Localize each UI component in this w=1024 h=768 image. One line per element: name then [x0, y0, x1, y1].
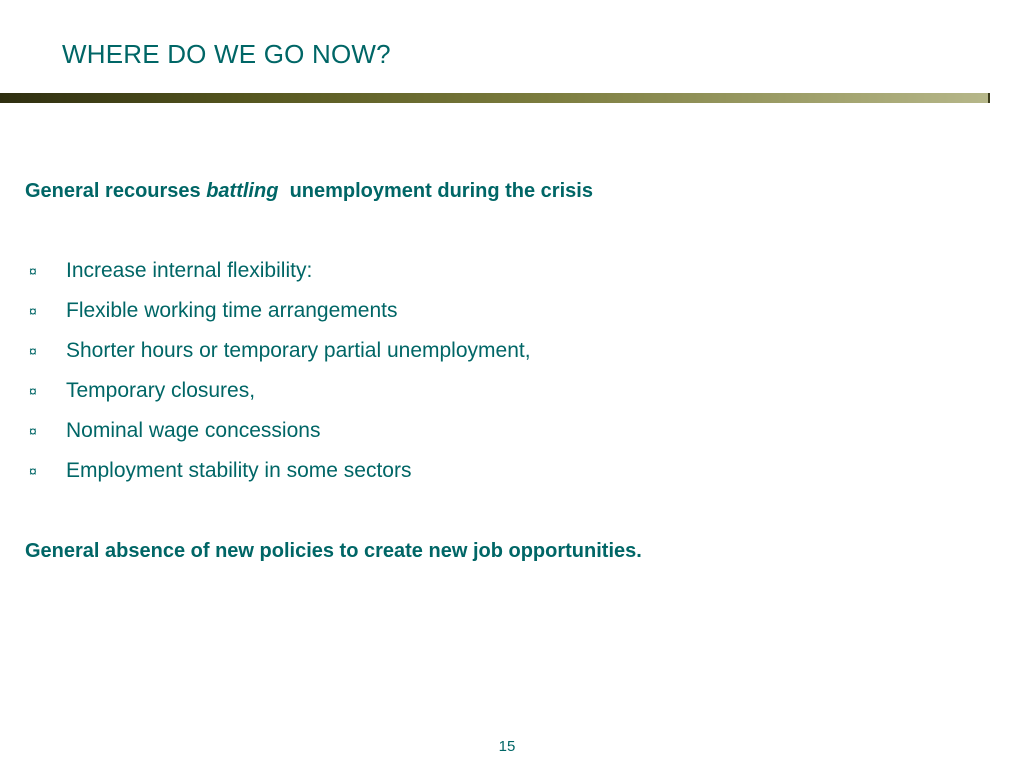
bullet-text: Increase internal flexibility:	[66, 259, 313, 282]
heading-emphasis: battling	[206, 180, 279, 202]
bullet-text: Temporary closures,	[66, 379, 256, 402]
title-divider-end	[988, 93, 990, 103]
heading-text-before: General recourses	[25, 180, 201, 202]
bullet-text: Shorter hours or temporary partial unemployment,	[66, 339, 531, 362]
bullet-list	[25, 258, 531, 498]
bullet-item	[25, 418, 531, 458]
bullet-item	[25, 378, 531, 418]
section-heading	[25, 178, 593, 204]
bullet-symbol-icon: ¤	[29, 383, 37, 399]
bullet-item	[25, 338, 531, 378]
slide-title: WHERE DO WE GO NOW?	[62, 39, 391, 69]
bullet-item	[25, 258, 531, 298]
bullet-symbol-icon: ¤	[29, 303, 37, 319]
page-number: 15	[498, 738, 516, 755]
bullet-symbol-icon: ¤	[29, 423, 37, 439]
conclusion-text: General absence of new policies to create new job opportunities.	[25, 540, 642, 562]
bullet-item	[25, 458, 531, 498]
bullet-text: Nominal wage concessions	[66, 419, 321, 442]
bullet-text: Employment stability in some sectors	[66, 459, 412, 482]
bullet-symbol-icon: ¤	[29, 463, 37, 479]
bullet-symbol-icon: ¤	[29, 343, 37, 359]
bullet-item	[25, 298, 531, 338]
bullet-text: Flexible working time arrangements	[66, 299, 398, 322]
title-divider	[0, 93, 990, 103]
bullet-symbol-icon: ¤	[29, 263, 37, 279]
heading-text-after: unemployment during the crisis	[289, 180, 593, 202]
